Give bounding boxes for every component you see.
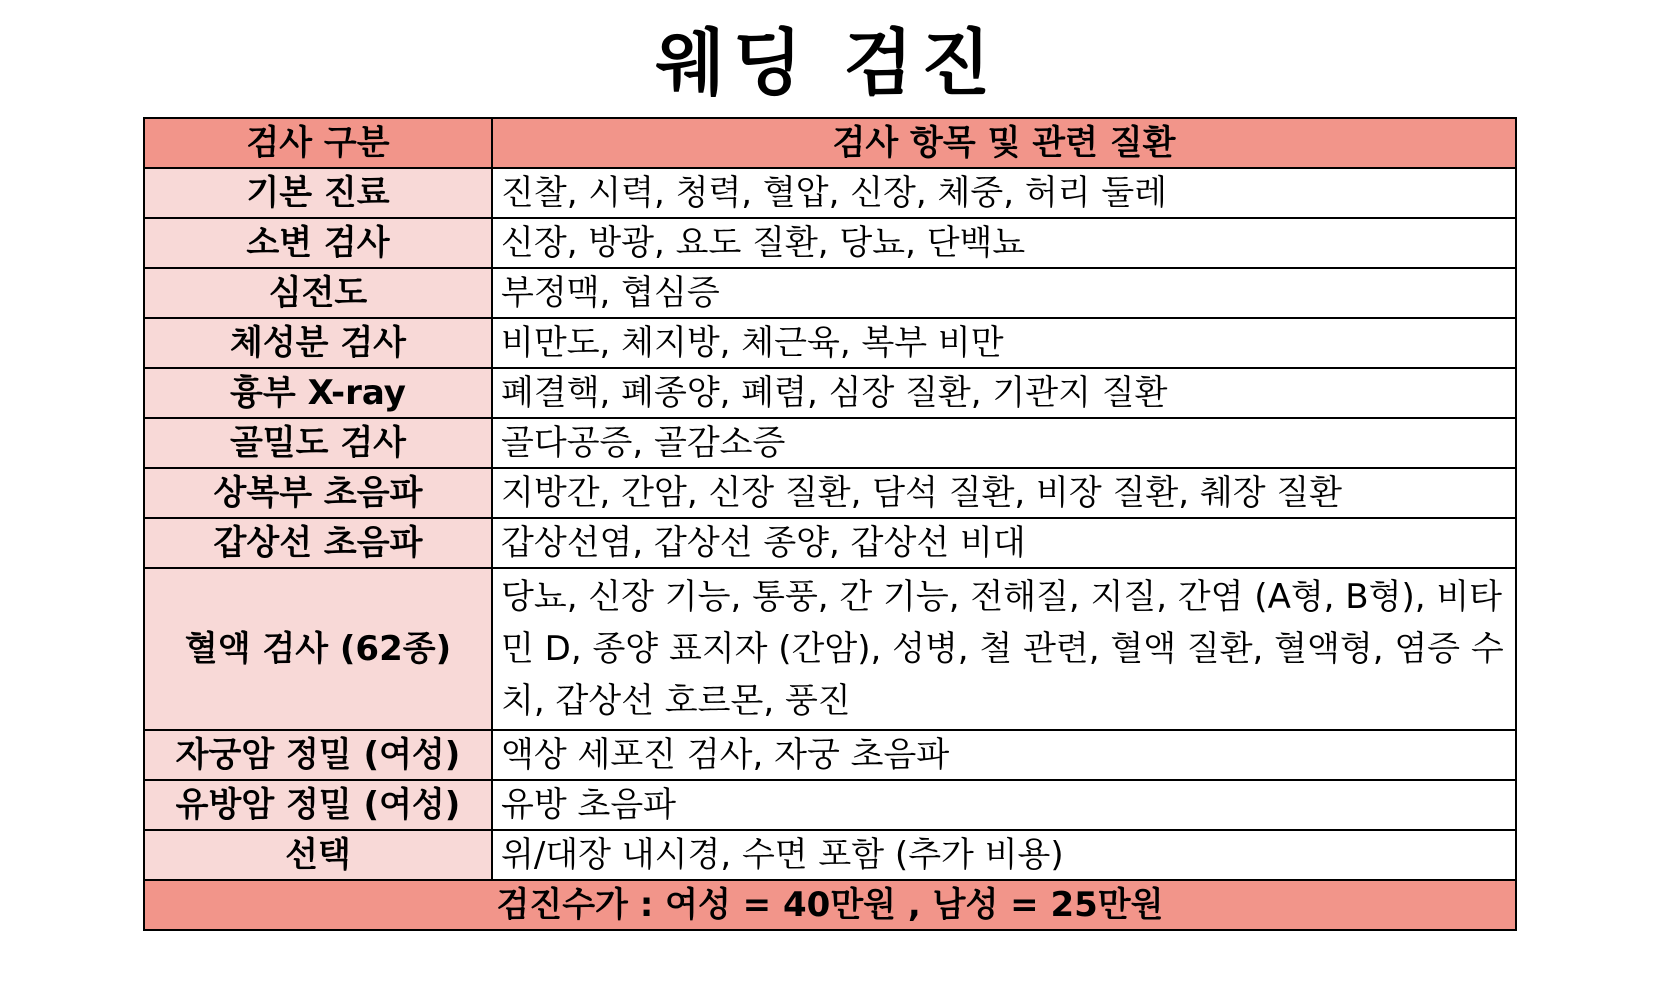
category-cell: 기본 진료: [144, 168, 492, 218]
category-cell: 상복부 초음파: [144, 468, 492, 518]
category-cell: 흉부 X-ray: [144, 368, 492, 418]
category-cell: 체성분 검사: [144, 318, 492, 368]
table-row: [144, 268, 1516, 318]
items-cell: 갑상선염, 갑상선 종양, 갑상선 비대: [492, 518, 1516, 568]
price-footer: 검진수가 : 여성 = 40만원 , 남성 = 25만원: [144, 880, 1516, 930]
category-cell: 소변 검사: [144, 218, 492, 268]
table-row: [144, 318, 1516, 368]
category-cell: 자궁암 정밀 (여성): [144, 730, 492, 780]
category-cell: 골밀도 검사: [144, 418, 492, 468]
table-row: [144, 830, 1516, 880]
table-row: [144, 218, 1516, 268]
category-cell: 갑상선 초음파: [144, 518, 492, 568]
table-row: [144, 780, 1516, 830]
category-cell: 혈액 검사 (62종): [144, 568, 492, 730]
items-cell: 골다공증, 골감소증: [492, 418, 1516, 468]
items-cell: 위/대장 내시경, 수면 포함 (추가 비용): [492, 830, 1516, 880]
items-cell: 진찰, 시력, 청력, 혈압, 신장, 체중, 허리 둘레: [492, 168, 1516, 218]
table-row: [144, 168, 1516, 218]
page-title: 웨딩 검진: [655, 21, 999, 105]
category-cell: 선택: [144, 830, 492, 880]
checkup-table: [143, 117, 1517, 931]
table-row: [144, 730, 1516, 780]
items-cell: 액상 세포진 검사, 자궁 초음파: [492, 730, 1516, 780]
table-row: [144, 518, 1516, 568]
column-header-category: 검사 구분: [144, 118, 492, 168]
items-cell: 신장, 방광, 요도 질환, 당뇨, 단백뇨: [492, 218, 1516, 268]
items-cell: 유방 초음파: [492, 780, 1516, 830]
category-cell: 유방암 정밀 (여성): [144, 780, 492, 830]
items-cell: 비만도, 체지방, 체근육, 복부 비만: [492, 318, 1516, 368]
price-footer-row: [144, 880, 1516, 930]
items-cell: 당뇨, 신장 기능, 통풍, 간 기능, 전해질, 지질, 간염 (A형, B형), 비타민 D, 종양 표지자 (간암), 성병, 철 관련, 혈액 질환, 혈액형, 염증 수치, 갑상선 호르몬, 풍진: [492, 568, 1516, 730]
table-header-row: [144, 118, 1516, 168]
table-row: [144, 468, 1516, 518]
table-row: [144, 568, 1516, 730]
category-cell: 심전도: [144, 268, 492, 318]
column-header-items: 검사 항목 및 관련 질환: [492, 118, 1516, 168]
items-cell: 지방간, 간암, 신장 질환, 담석 질환, 비장 질환, 췌장 질환: [492, 468, 1516, 518]
items-cell: 부정맥, 협심증: [492, 268, 1516, 318]
table-row: [144, 418, 1516, 468]
items-cell: 폐결핵, 폐종양, 폐렴, 심장 질환, 기관지 질환: [492, 368, 1516, 418]
table-row: [144, 368, 1516, 418]
